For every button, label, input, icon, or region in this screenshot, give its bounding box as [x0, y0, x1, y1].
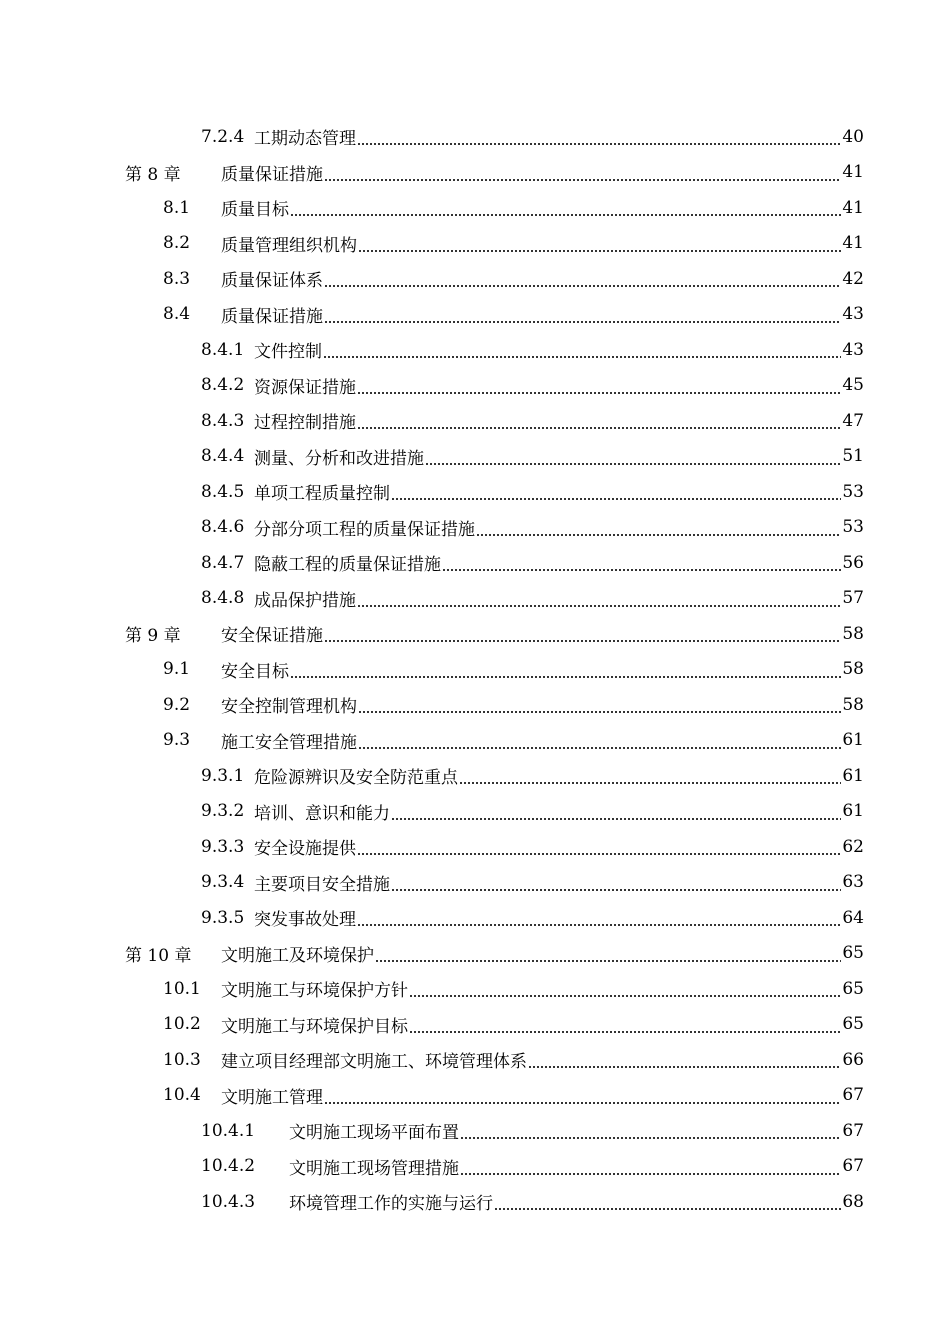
toc-entry-page-number: 66 — [842, 1049, 864, 1070]
toc-entry-number: 第 10 章 — [125, 945, 192, 966]
dot-leader — [324, 626, 841, 643]
toc-entry-page-number: 61 — [842, 765, 864, 786]
toc-entry-title: 质量保证体系 — [221, 271, 323, 292]
toc-entry-page-number: 58 — [842, 694, 864, 715]
toc-entry[interactable] — [0, 616, 950, 652]
toc-entry[interactable] — [0, 865, 950, 901]
toc-entry-title: 隐蔽工程的质量保证措施 — [254, 555, 441, 576]
toc-entry-title: 质量保证措施 — [221, 306, 323, 327]
toc-entry[interactable] — [0, 474, 950, 510]
toc-entry-page-number: 61 — [842, 801, 864, 822]
toc-entry-page-number: 58 — [842, 623, 864, 644]
toc-entry[interactable] — [0, 652, 950, 688]
toc-entry-title-line — [221, 195, 864, 220]
dot-leader — [323, 342, 841, 359]
toc-entry-title: 文明施工现场管理措施 — [289, 1158, 459, 1179]
toc-entry[interactable] — [0, 971, 950, 1007]
toc-entry-title: 主要项目安全措施 — [254, 874, 390, 895]
toc-entry-page-number: 51 — [842, 446, 864, 467]
toc-entry-title-line — [221, 728, 864, 753]
toc-entry-page-number: 58 — [842, 659, 864, 680]
toc-entry-title-line — [221, 976, 864, 1001]
toc-entry-number: 第 8 章 — [125, 164, 181, 185]
toc-entry-number: 第 9 章 — [125, 626, 181, 647]
toc-entry-title-line — [221, 302, 864, 327]
toc-entry[interactable] — [0, 155, 950, 191]
toc-entry-title: 分部分项工程的质量保证措施 — [254, 519, 475, 540]
toc-entry-page-number: 61 — [842, 730, 864, 751]
toc-entry-number: 9.1 — [163, 659, 191, 680]
toc-entry-title-line — [254, 550, 864, 575]
toc-entry[interactable] — [0, 332, 950, 368]
toc-entry-title: 文明施工及环境保护 — [221, 945, 374, 966]
toc-entry-title: 施工安全管理措施 — [221, 732, 357, 753]
dot-leader — [357, 839, 841, 856]
toc-entry-number: 8.2 — [163, 233, 191, 254]
toc-entry[interactable] — [0, 1113, 950, 1149]
toc-entry-page-number: 57 — [842, 588, 864, 609]
toc-entry-title: 安全保证措施 — [221, 626, 323, 647]
dot-leader — [425, 449, 841, 466]
toc-entry-title-line — [221, 160, 864, 185]
toc-entry-page-number: 56 — [842, 552, 864, 573]
toc-entry-title-line — [221, 692, 864, 717]
toc-entry-page-number: 43 — [842, 304, 864, 325]
toc-entry-number: 9.3.3 — [201, 836, 245, 857]
toc-entry-page-number: 42 — [842, 268, 864, 289]
toc-entry-title-line — [254, 444, 864, 469]
toc-entry-number: 10.3 — [163, 1049, 201, 1070]
dot-leader — [459, 768, 841, 785]
dot-leader — [409, 981, 841, 998]
dot-leader — [442, 555, 841, 572]
toc-entry-title: 工期动态管理 — [254, 129, 356, 150]
toc-entry[interactable] — [0, 936, 950, 972]
toc-entry-number: 9.3.5 — [201, 907, 245, 928]
toc-entry-page-number: 65 — [842, 1014, 864, 1035]
dot-leader — [324, 165, 841, 182]
toc-entry-page-number: 53 — [842, 481, 864, 502]
toc-entry-page-number: 41 — [842, 233, 864, 254]
toc-entry-page-number: 68 — [842, 1191, 864, 1212]
dot-leader — [324, 307, 841, 324]
dot-leader — [391, 875, 841, 892]
toc-entry[interactable] — [0, 1149, 950, 1185]
dot-leader — [358, 733, 841, 750]
toc-entry-title: 资源保证措施 — [254, 377, 356, 398]
toc-entry-page-number: 45 — [842, 375, 864, 396]
toc-entry-number: 8.4.8 — [201, 588, 245, 609]
dot-leader — [391, 804, 841, 821]
toc-entry-title: 突发事故处理 — [254, 910, 356, 931]
dot-leader — [409, 1017, 841, 1034]
toc-entry-page-number: 62 — [842, 836, 864, 857]
toc-entry-number: 9.3.1 — [201, 765, 245, 786]
toc-entry-title: 过程控制措施 — [254, 413, 356, 434]
toc-entry[interactable] — [0, 439, 950, 475]
dot-leader — [494, 1194, 841, 1211]
toc-entry-title: 质量管理组织机构 — [221, 235, 357, 256]
toc-entry-page-number: 64 — [842, 907, 864, 928]
toc-entry-title-line — [221, 231, 864, 256]
toc-entry-page-number: 67 — [842, 1085, 864, 1106]
toc-entry-title-line — [254, 834, 864, 859]
dot-leader — [528, 1052, 841, 1069]
toc-entry-title-line — [289, 1189, 864, 1214]
dot-leader — [358, 236, 841, 253]
toc-entry-number: 9.3.4 — [201, 872, 245, 893]
toc-entry-number: 9.3 — [163, 730, 191, 751]
toc-entry-title-line — [221, 1012, 864, 1037]
toc-entry-number: 10.2 — [163, 1014, 201, 1035]
toc-entry[interactable] — [0, 581, 950, 617]
toc-entry-title-line — [221, 1083, 864, 1108]
toc-entry-title: 文明施工现场平面布置 — [289, 1123, 459, 1144]
dot-leader — [290, 200, 841, 217]
toc-entry-page-number: 63 — [842, 872, 864, 893]
toc-entry-title-line — [221, 1047, 864, 1072]
toc-entry-page-number: 41 — [842, 197, 864, 218]
toc-entry-title: 环境管理工作的实施与运行 — [289, 1194, 493, 1215]
toc-entry[interactable] — [0, 687, 950, 723]
toc-entry-title-line — [221, 266, 864, 291]
toc-entry-page-number: 41 — [842, 162, 864, 183]
dot-leader — [357, 910, 841, 927]
dot-leader — [358, 697, 841, 714]
toc-entry[interactable] — [0, 1078, 950, 1114]
toc-entry-number: 8.3 — [163, 268, 191, 289]
toc-entry-page-number: 43 — [842, 339, 864, 360]
toc-entry-number: 8.4.4 — [201, 446, 245, 467]
dot-leader — [357, 129, 841, 146]
toc-entry-title: 质量目标 — [221, 200, 289, 221]
toc-entry-number: 7.2.4 — [201, 126, 245, 147]
toc-entry[interactable] — [0, 297, 950, 333]
toc-entry[interactable] — [0, 119, 950, 155]
toc-entry-page-number: 67 — [842, 1120, 864, 1141]
toc-entry-title-line — [254, 763, 864, 788]
toc-entry-number: 10.1 — [163, 978, 201, 999]
toc-entry[interactable] — [0, 510, 950, 546]
toc-entry-title: 安全设施提供 — [254, 839, 356, 860]
toc-entry-title: 文明施工与环境保护方针 — [221, 981, 408, 1002]
toc-entry-title-line — [254, 905, 864, 930]
toc-entry-number: 8.1 — [163, 197, 191, 218]
table-of-contents — [0, 119, 950, 1220]
toc-entry-title: 质量保证措施 — [221, 164, 323, 185]
toc-entry-page-number: 53 — [842, 517, 864, 538]
toc-entry-title: 文件控制 — [254, 342, 322, 363]
dot-leader — [460, 1159, 841, 1176]
toc-entry-title-line — [254, 124, 864, 149]
toc-entry-title-line — [221, 941, 864, 966]
toc-entry-title-line — [289, 1154, 864, 1179]
toc-entry[interactable] — [0, 829, 950, 865]
toc-entry-title-line — [254, 337, 864, 362]
toc-entry-number: 10.4 — [163, 1085, 201, 1106]
toc-entry[interactable] — [0, 794, 950, 830]
toc-entry[interactable] — [0, 403, 950, 439]
toc-entry-title: 文明施工管理 — [221, 1087, 323, 1108]
toc-entry[interactable] — [0, 1042, 950, 1078]
dot-leader — [357, 413, 841, 430]
toc-entry-number: 9.3.2 — [201, 801, 245, 822]
toc-entry-title-line — [254, 479, 864, 504]
toc-entry-page-number: 67 — [842, 1156, 864, 1177]
toc-entry-title: 建立项目经理部文明施工、环境管理体系 — [221, 1052, 527, 1073]
toc-entry-title-line — [289, 1118, 864, 1143]
toc-entry[interactable] — [0, 190, 950, 226]
dot-leader — [357, 378, 841, 395]
toc-entry-number: 8.4.3 — [201, 410, 245, 431]
toc-entry[interactable] — [0, 758, 950, 794]
toc-entry-title: 单项工程质量控制 — [254, 484, 390, 505]
toc-entry[interactable] — [0, 261, 950, 297]
toc-entry-number: 9.2 — [163, 694, 191, 715]
toc-entry[interactable] — [0, 226, 950, 262]
toc-entry-number: 10.4.2 — [201, 1156, 256, 1177]
toc-entry[interactable] — [0, 545, 950, 581]
toc-entry-title-line — [254, 373, 864, 398]
toc-entry[interactable] — [0, 900, 950, 936]
dot-leader — [375, 946, 841, 963]
toc-entry[interactable] — [0, 368, 950, 404]
toc-entry-number: 10.4.1 — [201, 1120, 256, 1141]
toc-entry-number: 8.4.7 — [201, 552, 245, 573]
toc-entry-title-line — [221, 621, 864, 646]
toc-entry-title: 成品保护措施 — [254, 590, 356, 611]
toc-entry-number: 8.4.6 — [201, 517, 245, 538]
toc-entry-title: 安全控制管理机构 — [221, 697, 357, 718]
toc-entry-page-number: 40 — [842, 126, 864, 147]
dot-leader — [460, 1123, 841, 1140]
toc-entry[interactable] — [0, 723, 950, 759]
toc-entry-title-line — [254, 515, 864, 540]
toc-entry-page-number: 65 — [842, 978, 864, 999]
dot-leader — [290, 662, 841, 679]
toc-entry-title-line — [221, 657, 864, 682]
toc-entry-page-number: 65 — [842, 943, 864, 964]
toc-entry-title-line — [254, 586, 864, 611]
toc-entry-title-line — [254, 408, 864, 433]
dot-leader — [324, 271, 841, 288]
dot-leader — [357, 591, 841, 608]
dot-leader — [391, 484, 841, 501]
toc-entry-number: 8.4.1 — [201, 339, 245, 360]
toc-entry[interactable] — [0, 1007, 950, 1043]
dot-leader — [324, 1088, 841, 1105]
toc-entry-title: 测量、分析和改进措施 — [254, 448, 424, 469]
toc-entry-title: 安全目标 — [221, 661, 289, 682]
dot-leader — [476, 520, 841, 537]
toc-entry[interactable] — [0, 1184, 950, 1220]
toc-entry-number: 10.4.3 — [201, 1191, 256, 1212]
toc-entry-title: 危险源辨识及安全防范重点 — [254, 768, 458, 789]
toc-entry-title: 文明施工与环境保护目标 — [221, 1016, 408, 1037]
toc-entry-page-number: 47 — [842, 410, 864, 431]
toc-entry-number: 8.4.2 — [201, 375, 245, 396]
toc-entry-title-line — [254, 870, 864, 895]
toc-entry-title-line — [254, 799, 864, 824]
toc-entry-number: 8.4.5 — [201, 481, 245, 502]
toc-entry-title: 培训、意识和能力 — [254, 803, 390, 824]
toc-entry-number: 8.4 — [163, 304, 191, 325]
